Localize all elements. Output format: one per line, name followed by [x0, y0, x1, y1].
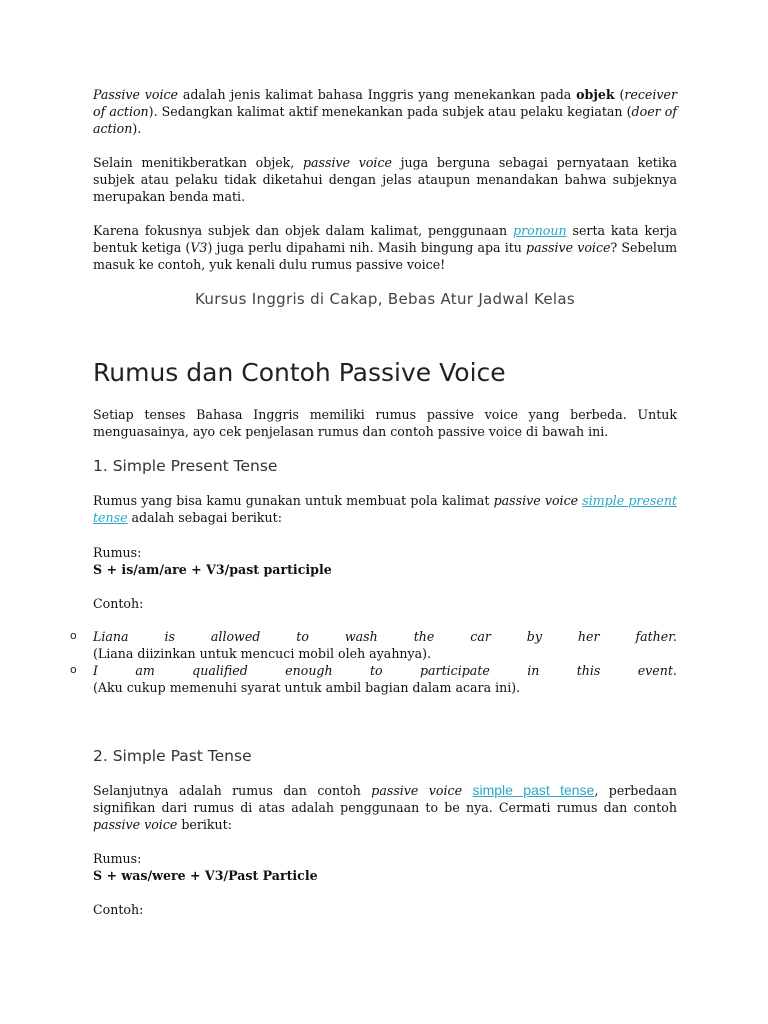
term-passive-voice: passive voice — [302, 155, 392, 170]
text: berikut: — [177, 817, 232, 832]
s1-paragraph — [93, 492, 677, 526]
term-doer: doer of action — [93, 104, 677, 136]
example-word: enough — [285, 663, 333, 678]
example-word: father. — [635, 629, 677, 644]
term-objek: objek — [576, 87, 615, 102]
text: adalah sebagai berikut: — [127, 510, 282, 525]
section-intro: Setiap tenses Bahasa Inggris memiliki rumus passive voice yang berbeda. Untuk menguasainya, ayo cek penjelasan rumus dan contoh passive voice di bawah ini. — [93, 407, 677, 439]
example-word: by — [526, 629, 542, 644]
subheading-simple-present: 1. Simple Present Tense — [93, 457, 278, 475]
example-word: Liana — [93, 629, 129, 644]
example-word: qualified — [192, 663, 248, 678]
bullet-circle-icon: o — [70, 663, 77, 676]
example-word: participate — [419, 663, 490, 678]
list-item — [70, 662, 677, 696]
text: Rumus yang bisa kamu gunakan untuk membuat pola kalimat — [93, 493, 494, 508]
text: Selain menitikberatkan objek, — [93, 155, 303, 170]
example-word: to — [296, 629, 309, 644]
text: ( — [614, 87, 625, 102]
intro-paragraph-1 — [93, 86, 677, 137]
s1-contoh-label: Contoh: — [93, 596, 144, 611]
example-word: to — [369, 663, 383, 678]
s2-contoh-label: Contoh: — [93, 902, 144, 917]
intro-paragraph-2 — [93, 154, 677, 205]
simple-present-tense-link[interactable]: simple present tense — [93, 493, 677, 525]
s2-rumus-label: Rumus: — [93, 851, 142, 866]
list-item — [70, 628, 677, 662]
example-sentence — [93, 662, 677, 679]
text: Karena fokusnya subjek dan objek dalam kalimat, penggunaan — [93, 223, 514, 238]
simple-past-tense-link[interactable]: simple past tense — [472, 782, 595, 798]
intro-paragraph-3 — [93, 222, 677, 273]
example-sentence — [93, 628, 677, 645]
text: ). Sedangkan kalimat aktif menekankan pada subjek atau pelaku kegiatan ( — [148, 104, 632, 119]
bullet-circle-icon: o — [70, 629, 77, 642]
formula: S + was/were + V3/Past Particle — [93, 868, 318, 883]
text: Selanjutnya adalah rumus dan contoh — [93, 783, 372, 798]
term-passive-voice: passive voice — [93, 817, 178, 832]
term-passive-voice: passive voice — [493, 493, 579, 508]
example-word: event. — [637, 663, 677, 678]
text: , perbedaan signifikan dari rumus di atas adalah penggunaan to be nya. Cermati rumus dan contoh — [93, 783, 678, 815]
section-heading: Rumus dan Contoh Passive Voice — [93, 358, 506, 387]
term-v3: V3 — [190, 240, 208, 255]
example-word: her — [577, 629, 600, 644]
promo-link[interactable]: Kursus Inggris di Cakap, Bebas Atur Jadwal Kelas — [195, 290, 575, 308]
example-word: car — [470, 629, 491, 644]
term-passive-voice: Passive voice — [93, 87, 178, 102]
s1-rumus — [93, 561, 332, 578]
example-word: I — [93, 663, 98, 678]
formula: S + is/am/are + V3/past participle — [93, 562, 332, 577]
example-word: am — [135, 663, 155, 678]
s1-rumus-label: Rumus: — [93, 545, 142, 560]
text: juga berguna sebagai pernyataan ketika subjek atau pelaku tidak diketahui dengan jelas ataupun menandakan bahwa subjeknya merupakan benda mati. — [93, 155, 677, 204]
text: adalah jenis kalimat bahasa Inggris yang menekankan pada — [178, 87, 577, 102]
term-passive-voice: passive voice — [371, 783, 463, 798]
term-receiver: receiver of action — [93, 87, 677, 119]
example-translation: (Liana diizinkan untuk mencuci mobil oleh ayahnya). — [93, 646, 432, 661]
text: ) juga perlu dipahami nih. Masih bingung apa itu — [207, 240, 527, 255]
s2-rumus — [93, 867, 318, 884]
example-word: the — [413, 629, 435, 644]
text: serta kata kerja bentuk ketiga ( — [93, 223, 677, 255]
example-word: wash — [344, 629, 378, 644]
s2-paragraph — [93, 782, 677, 833]
text: ). — [132, 121, 142, 136]
example-translation: (Aku cukup memenuhi syarat untuk ambil bagian dalam acara ini). — [93, 680, 521, 695]
example-word: in — [527, 663, 540, 678]
example-word: this — [576, 663, 601, 678]
subheading-simple-past: 2. Simple Past Tense — [93, 747, 252, 765]
term-passive-voice: passive voice — [526, 240, 611, 255]
example-word: allowed — [210, 629, 261, 644]
pronoun-link[interactable]: pronoun — [513, 223, 567, 238]
s1-example-list — [70, 628, 677, 696]
text: ? Sebelum masuk ke contoh, yuk kenali dulu rumus passive voice! — [93, 240, 678, 272]
example-word: is — [164, 629, 175, 644]
